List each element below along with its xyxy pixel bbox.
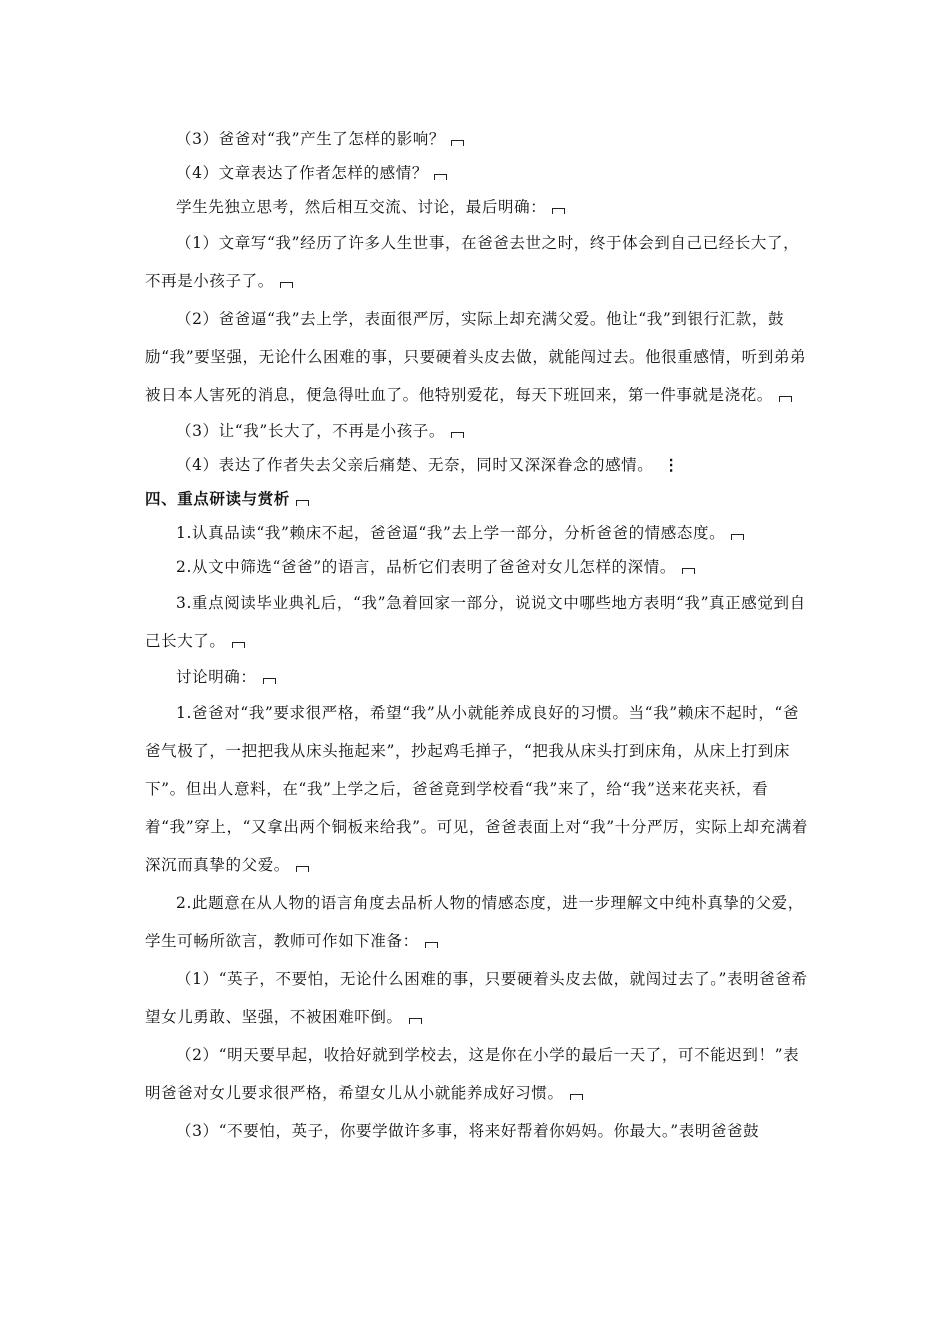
- paragraph-text: （2）爸爸逼“我”去上学，表面很严厉，实际上却充满父爱。他让“我”到银行汇款，鼓励“我”要坚强，无论什么困难的事，只要硬着头皮去做，就能闯过去。他很重感情，听到弟弟被日本人害死的消息，便急得吐血了。他特别爱花，每天下班回来，第一件事就是浇花。: [145, 310, 807, 404]
- paragraph-text: （4）表达了作者失去父亲后痛楚、无奈，同时又深深眷念的感情。: [176, 456, 654, 474]
- paragraph-mark-icon: [731, 534, 744, 540]
- paragraph-mark-icon: [409, 1018, 422, 1024]
- paragraph-text: （2）“明天要早起，收拾好就到学校去，这是你在小学的最后一天了，可不能迟到！”表明爸爸对女儿要求很严格，希望女儿从小就能养成好习惯。: [145, 1046, 800, 1102]
- task-3: [145, 584, 810, 660]
- answer-2: [145, 300, 810, 414]
- trailing-mark-icon: ⋮: [663, 455, 680, 474]
- discussion-label: [145, 660, 810, 694]
- paragraph-mark-icon: [570, 1094, 583, 1100]
- quote-2: [145, 1036, 810, 1112]
- paragraph-text: （3）让“我”长大了，不再是小孩子。: [176, 422, 446, 440]
- quote-1: [145, 960, 810, 1036]
- question-4: [145, 156, 810, 190]
- paragraph-text: 2.此题意在从人物的语言角度去品析人物的情感态度，进一步理解文中纯朴真挚的父爱，学生可畅所欲言，教师可作如下准备：: [145, 894, 804, 950]
- paragraph-text: 学生先独立思考，然后相互交流、讨论，最后明确：: [176, 198, 547, 216]
- paragraph-mark-icon: [232, 642, 245, 648]
- answer-1: [145, 224, 810, 300]
- answer-3: [145, 414, 810, 448]
- discussion-answer-1: [145, 694, 810, 884]
- discussion-intro: [145, 190, 810, 224]
- task-2: [145, 550, 810, 584]
- paragraph-text: 2.从文中筛选“爸爸”的语言，品析它们表明了爸爸对女儿怎样的深情。: [176, 558, 676, 576]
- paragraph-text: （4）文章表达了作者怎样的感情？: [176, 164, 428, 182]
- paragraph-mark-icon: [682, 568, 695, 574]
- paragraph-mark-icon: [434, 174, 447, 180]
- question-3: [145, 122, 810, 156]
- discussion-answer-2: [145, 884, 810, 960]
- paragraph-mark-icon: [296, 866, 309, 872]
- paragraph-mark-icon: [451, 432, 464, 438]
- paragraph-text: 1.认真品读“我”赖床不起，爸爸逼“我”去上学一部分，分析爸爸的情感态度。: [176, 524, 726, 542]
- paragraph-mark-icon: [779, 396, 792, 402]
- paragraph-mark-icon: [280, 282, 293, 288]
- answer-4: [145, 448, 810, 482]
- paragraph-text: （3）爸爸对“我”产生了怎样的影响？: [176, 130, 446, 148]
- heading-text: 四、重点研读与赏析: [145, 489, 290, 508]
- paragraph-mark-icon: [425, 942, 438, 948]
- paragraph-mark-icon: [451, 140, 464, 146]
- paragraph-text: 1.爸爸对“我”要求很严格，希望“我”从小就能养成良好的习惯。当“我”赖床不起时，“爸爸气极了，一把把我从床头拖起来”，抄起鸡毛掸子，“把我从床头打到床角，从床上打到床下”。但出人意料，在“我”上学之后，爸爸竟到学校看“我”来了，给“我”送来花夹袄，看着“我”穿上，“又拿出两个铜板来给我”。可见，爸爸表面上对“我”十分严厉，实际上却充满着深沉而真挚的父爱。: [145, 704, 808, 874]
- paragraph-text: （1）“英子，不要怕，无论什么困难的事，只要硬着头皮去做，就闯过去了。”表明爸爸希望女儿勇敢、坚强，不被困难吓倒。: [145, 970, 808, 1026]
- section-heading: [145, 482, 810, 516]
- paragraph-mark-icon: [296, 500, 309, 506]
- quote-3: [145, 1112, 810, 1150]
- paragraph-text: （1）文章写“我”经历了许多人生世事，在爸爸去世之时，终于体会到自己已经长大了，不再是小孩子了。: [145, 234, 800, 290]
- paragraph-mark-icon: [263, 678, 276, 684]
- paragraph-text: 讨论明确：: [176, 668, 257, 686]
- paragraph-text: 3.重点阅读毕业典礼后，“我”急着回家一部分，说说文中哪些地方表明“我”真正感觉到自己长大了。: [145, 594, 806, 650]
- paragraph-mark-icon: [552, 208, 565, 214]
- paragraph-text: （3）“不要怕，英子，你要学做许多事，将来好帮着你妈妈。你最大。”表明爸爸鼓: [176, 1122, 760, 1140]
- document-body: [145, 122, 810, 1150]
- task-1: [145, 516, 810, 550]
